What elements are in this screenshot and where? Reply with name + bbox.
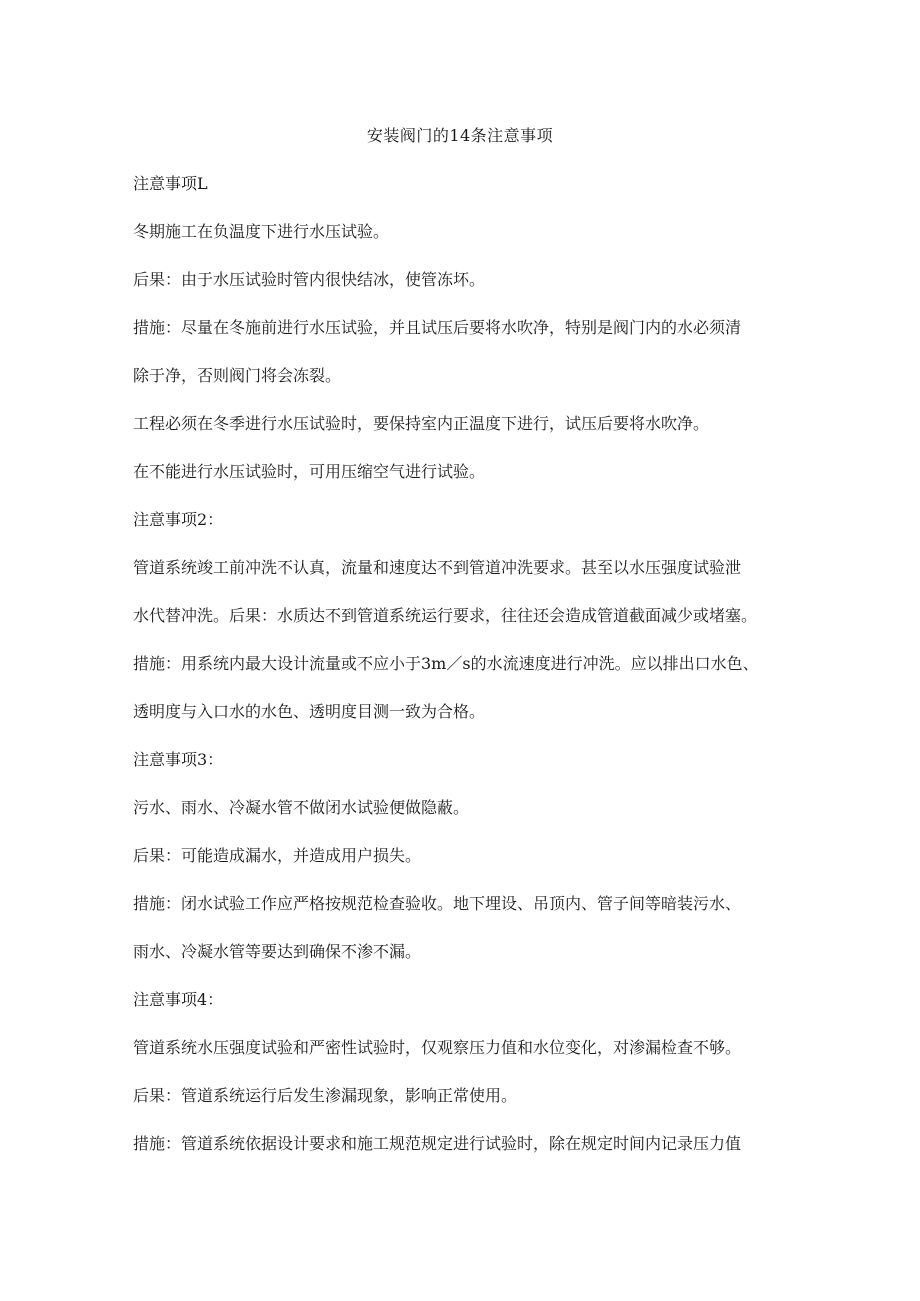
paragraph-line: 管道系统竣工前冲洗不认真，流量和速度达不到管道冲洗要求。甚至以水压强度试验泄 [133,558,742,577]
paragraph-line: 水代替冲洗。后果：水质达不到管道系统运行要求，往往还会造成管道截面减少或堵塞。 [133,606,758,625]
paragraph-line: 污水、雨水、冷凝水管不做闭水试验便做隐蔽。 [133,798,470,817]
paragraph-line: 后果：管道系统运行后发生渗漏现象，影响正常使用。 [133,1086,518,1105]
heading-note-2: 注意事项2： [133,510,224,529]
paragraph-line: 雨水、冷凝水管等要达到确保不渗不漏。 [133,942,422,961]
paragraph-line: 措施：管道系统依据设计要求和施工规范规定进行试验时，除在规定时间内记录压力值 [133,1134,742,1153]
paragraph-line: 在不能进行水压试验时，可用压缩空气进行试验。 [133,462,486,481]
paragraph-line: 措施：闭水试验工作应严格按规范检查验收。地下埋设、吊顶内、管子间等暗装污水、 [133,894,742,913]
paragraph-line: 冬期施工在负温度下进行水压试验。 [133,222,390,241]
heading-note-1: 注意事项L [133,174,208,193]
heading-note-3: 注意事项3： [133,750,224,769]
paragraph-line: 透明度与入口水的水色、透明度目测一致为合格。 [133,702,486,721]
paragraph-line: 措施：尽量在冬施前进行水压试验，并且试压后要将水吹净，特别是阀门内的水必须清 [133,318,742,337]
paragraph-line: 措施：用系统内最大设计流量或不应小于3m／s的水流速度进行冲洗。应以排出口水色、 [133,654,759,673]
document-body [133,172,793,1180]
document-title: 安装阀门的14条注意事项 [366,126,554,145]
heading-note-4: 注意事项4： [133,990,224,1009]
paragraph-line: 工程必须在冬季进行水压试验时，要保持室内正温度下进行，试压后要将水吹净。 [133,414,710,433]
paragraph-line: 除于净，否则阀门将会冻裂。 [133,366,342,385]
paragraph-line: 后果：可能造成漏水，并造成用户损失。 [133,846,422,865]
paragraph-line: 后果：由于水压试验时管内很快结冰，使管冻坏。 [133,270,486,289]
paragraph-line: 管道系统水压强度试验和严密性试验时，仅观察压力值和水位变化，对渗漏检查不够。 [133,1038,742,1057]
